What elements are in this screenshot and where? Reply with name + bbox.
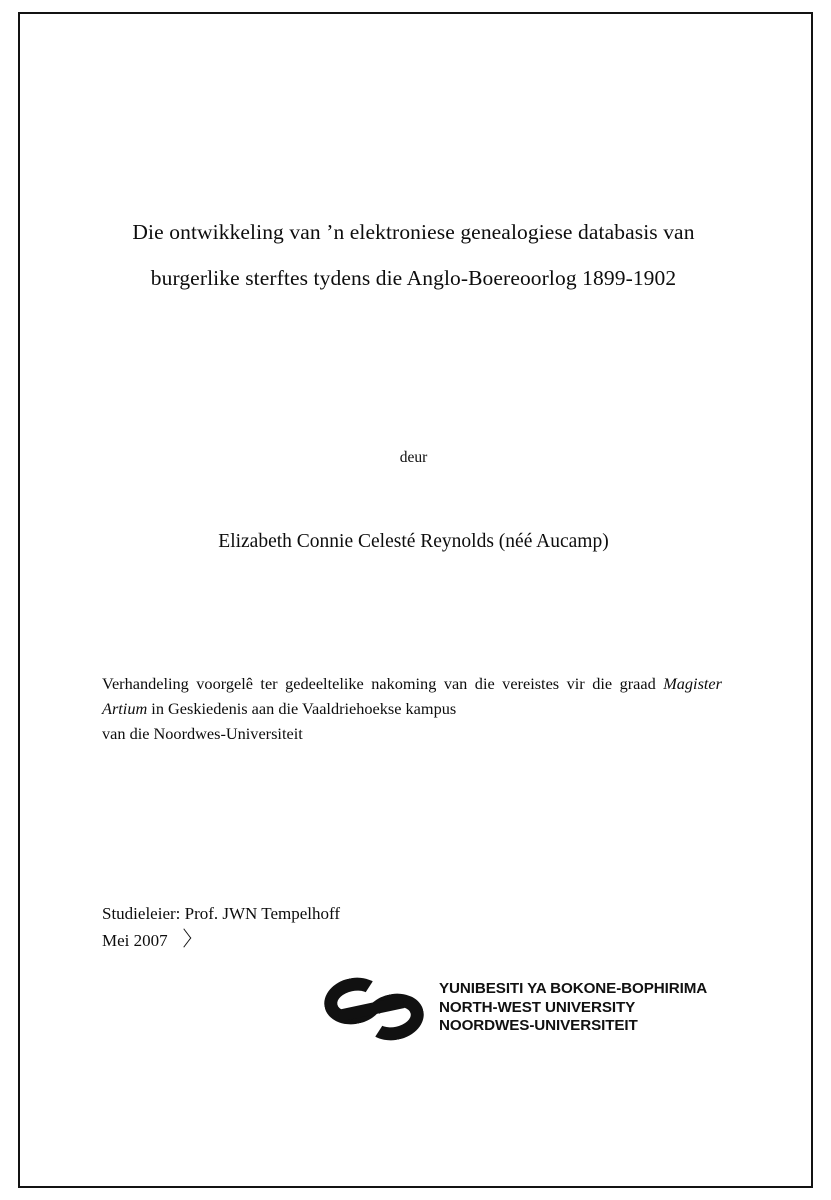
degree-name: Magister Artium	[102, 674, 722, 718]
degree-statement	[102, 671, 722, 746]
nwu-emblem-icon	[324, 974, 432, 1044]
author-name: Elizabeth Connie Celesté Reynolds (néé Aucamp)	[218, 531, 609, 552]
page-title	[86, 209, 741, 301]
logo-line-2: NORTH-WEST UNIVERSITY	[439, 998, 636, 1016]
title-line-1: Die ontwikkeling van ’n elektroniese genealogiese databasis van	[132, 220, 695, 244]
university-logo	[254, 974, 708, 1046]
page-content	[86, 12, 746, 1188]
logo-line-3: NOORDWES-UNIVERSITEIT	[439, 1017, 638, 1034]
title-line-2: burgerlike sterftes tydens die Anglo-Boereoorlog 1899-1902	[150, 266, 677, 290]
degree-statement-part-1: Verhandeling voorgelê ter gedeeltelike nakoming van die vereistes vir die graad	[102, 674, 664, 693]
logo-line-1: YUNIBESITI YA BOKONE-BOPHIRIMA	[439, 980, 708, 997]
university-logo-text	[439, 980, 707, 1036]
supervisor-and-date	[102, 900, 602, 954]
date-line: Mei 2007	[102, 927, 602, 954]
author-prefix-label: deur	[399, 449, 428, 466]
degree-statement-part-2: in Geskiedenis aan die Vaaldriehoekse kampus	[147, 699, 457, 718]
degree-statement-part-3: van die Noordwes-Universiteit	[102, 724, 303, 743]
supervisor-line: Studieleier: Prof. JWN Tempelhoff	[102, 904, 341, 923]
